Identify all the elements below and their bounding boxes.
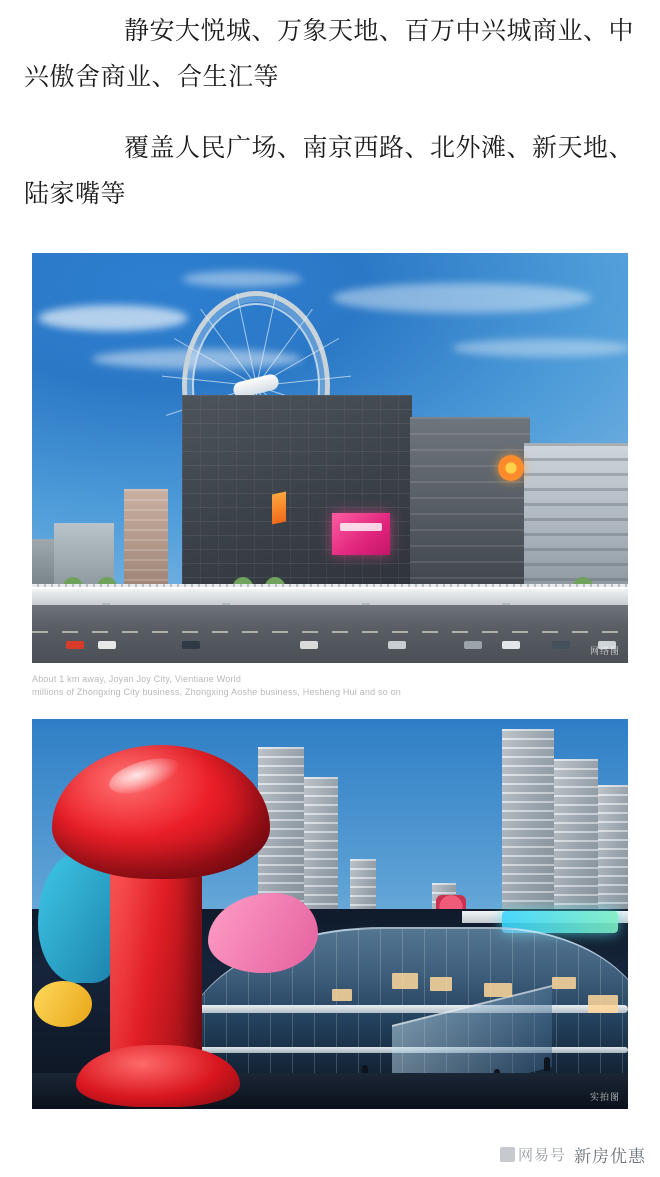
lit-window: [484, 983, 512, 997]
orange-accent-panel: [272, 492, 286, 525]
cloud-shape: [332, 283, 592, 313]
cloud-shape: [38, 305, 188, 331]
sculpture-group: [32, 745, 332, 1109]
caption-line-2: millions of Zhongxing City business, Zhongxing Aoshe business, Hesheng Hui and so on: [32, 687, 402, 697]
lit-window: [332, 989, 352, 1001]
photo-plaza-red-sculpture: [32, 719, 628, 1109]
yellow-sculpture-form: [34, 981, 92, 1027]
car-shape: [66, 641, 84, 649]
figure-plaza-sculpture: [0, 719, 660, 1109]
car-shape: [98, 641, 116, 649]
lit-window: [430, 977, 452, 991]
pink-sculpture-form: [208, 893, 318, 973]
photo-watermark: 网络图: [589, 646, 620, 656]
grid-square-icon: [500, 1147, 515, 1162]
street-road: [32, 605, 628, 663]
account-name: 新房优惠: [574, 1147, 646, 1166]
led-billboard: [332, 513, 390, 555]
paragraph-coverage-areas: 覆盖人民广场、南京西路、北外滩、新天地、陆家嘴等: [24, 134, 635, 208]
elevated-walkway: [32, 587, 628, 605]
pedestrian: [544, 1057, 550, 1071]
red-sculpture-cap: [52, 745, 270, 879]
mall-logo-icon: [498, 455, 524, 481]
right-office-building: [524, 443, 628, 593]
lit-window: [588, 995, 618, 1013]
background-building: [54, 523, 114, 585]
specular-highlight: [105, 751, 184, 800]
lit-window: [392, 973, 418, 989]
red-sculpture-base: [76, 1045, 240, 1107]
photo-watermark: 实拍图: [589, 1092, 620, 1102]
photo-joy-city-ferris-wheel: [32, 253, 628, 663]
mall-secondary-facade: [410, 417, 530, 585]
mall-main-facade: [182, 395, 412, 585]
platform-logo: [500, 1144, 566, 1165]
cloud-shape: [182, 271, 302, 287]
car-shape: [388, 641, 406, 649]
figure-joy-city: [0, 253, 660, 699]
cloud-shape: [452, 339, 628, 357]
car-shape: [300, 641, 318, 649]
caption-line-1: About 1 km away, Joyan Joy City, Vientiane World: [32, 674, 242, 684]
residential-tower: [124, 489, 168, 585]
paragraph-commercial-list: 静安大悦城、万象天地、百万中兴城商业、中兴傲舍商业、合生汇等: [24, 17, 635, 91]
car-shape: [464, 641, 482, 649]
figure-caption: [32, 673, 628, 699]
footer-watermark: [500, 1142, 646, 1167]
car-shape: [182, 641, 200, 649]
car-shape: [552, 641, 570, 649]
platform-label: 网易号: [517, 1147, 566, 1164]
lit-window: [552, 977, 576, 989]
car-shape: [502, 641, 520, 649]
